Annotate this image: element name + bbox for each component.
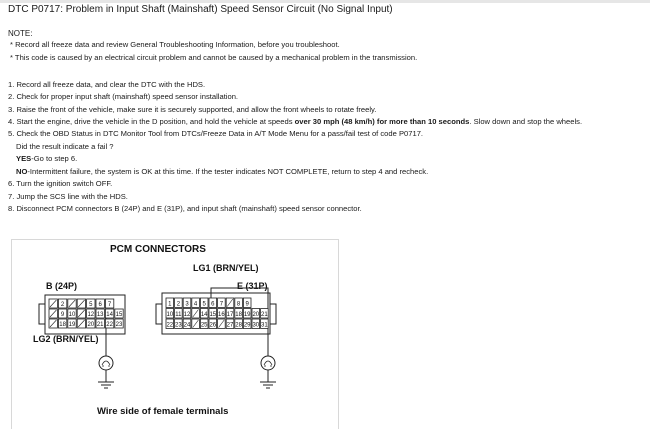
connector-e-latch: [156, 304, 162, 324]
yes-label: YES: [16, 154, 32, 163]
step-4-text: 4. Start the engine, drive the vehicle in the D position, and hold the vehicle at speeds: [8, 117, 295, 126]
answer-yes: [16, 154, 77, 164]
connector-b-latch: [39, 304, 45, 324]
question: Did the result indicate a fail ?: [16, 142, 114, 151]
connector-b-pin-number: 13: [96, 312, 104, 318]
connector-e-pin-number: 14: [200, 312, 208, 318]
connector-e-pin-number: 27: [226, 322, 234, 329]
connector-b-pin-number: 6: [98, 302, 102, 308]
no-text: -Intermittent failure, the system is OK at this time. If the tester indicates NOT COMPLETE, return to step 4 and recheck.: [27, 167, 429, 176]
connector-e-pin-number: 2: [176, 301, 181, 308]
connector-e-pins: [166, 298, 268, 329]
ground-right-icon: [260, 370, 276, 388]
connector-e-latch-right: [270, 304, 276, 324]
connector-b-pin-number: 10: [68, 312, 76, 318]
connector-e-pin-number: 16: [218, 312, 225, 318]
connector-b-pin-number: 23: [115, 322, 123, 328]
connector-b-pin-number: 20: [87, 322, 95, 328]
yes-text: -Go to step 6.: [31, 154, 78, 163]
connector-e-pin-number: 22: [166, 322, 174, 329]
connector-e-label: E (31P): [237, 281, 268, 291]
connector-e-pin-number: 31: [261, 322, 268, 329]
ohm-symbol-right: [264, 361, 272, 366]
connector-e-pin-number: 4: [193, 301, 198, 308]
ohmmeter-probe-right-icon: [261, 356, 275, 370]
ground-left-icon: [98, 370, 114, 388]
connector-e-pin-number: 29: [243, 322, 251, 329]
connector-e-pin-number: 6: [211, 301, 215, 308]
connector-e-pin-number: 23: [175, 322, 182, 329]
connector-b-pin-number: 15: [115, 312, 123, 318]
connector-b-pins: [49, 299, 123, 328]
connector-b-pin-number: 18: [59, 322, 66, 328]
connector-e-pin-number: 1: [168, 301, 172, 308]
connector-b-pin-number: 14: [106, 312, 113, 318]
connector-e-pin-number: 8: [236, 301, 241, 308]
pcm-connectors-figure: [11, 239, 339, 429]
step-4: [8, 117, 582, 127]
connector-e-pin-number: 30: [252, 322, 260, 329]
connector-e-pin-number: 24: [183, 322, 191, 329]
connector-e-pin-number: 26: [209, 322, 217, 329]
step-2: 2. Check for proper input shaft (mainshaft) speed sensor installation.: [8, 92, 239, 101]
ohm-symbol-left: [102, 361, 110, 366]
connector-e-pin-number: 28: [235, 322, 242, 329]
step-4-end: . Slow down and stop the wheels.: [469, 117, 583, 126]
answer-no: [16, 167, 428, 177]
connector-b-pin-number: 21: [96, 322, 104, 328]
connector-e-pin-number: 21: [261, 312, 268, 318]
step-4-bold: over 30 mph (48 km/h) for more than 10 seconds: [294, 117, 470, 126]
connector-e-pin-number: 12: [183, 312, 191, 318]
connector-b-pin-number: 5: [89, 302, 93, 308]
connector-e-pin-number: 7: [219, 301, 224, 308]
figure-caption: Wire side of female terminals: [97, 406, 229, 417]
connector-b-pin-number: 12: [87, 312, 95, 318]
lg2-label: LG2 (BRN/YEL): [33, 334, 99, 344]
connector-e-pin-number: 17: [226, 312, 234, 318]
step-8: 8. Disconnect PCM connectors B (24P) and E (31P), and input shaft (mainshaft) speed sensor connector.: [8, 204, 362, 213]
connector-e-pin-number: 10: [166, 312, 174, 318]
connector-b-label: B (24P): [46, 281, 78, 291]
figure-heading: PCM CONNECTORS: [110, 244, 206, 255]
step-6: 6. Turn the ignition switch OFF.: [8, 179, 113, 188]
page-title: DTC P0717: Problem in Input Shaft (Mainshaft) Speed Sensor Circuit (No Signal Input): [8, 4, 393, 15]
step-3: 3. Raise the front of the vehicle, make sure it is securely supported, and allow the front wheels to rotate freely.: [8, 105, 377, 114]
connector-b-pin-number: 2: [60, 302, 65, 308]
connector-e-pin-number: 15: [209, 312, 217, 318]
connector-b-pin-number: 7: [107, 302, 112, 308]
note-heading: NOTE:: [8, 29, 33, 38]
note-line-2: * This code is caused by an electrical circuit problem and cannot be caused by a mechanical problem in the transmission.: [10, 53, 418, 62]
step-1: 1. Record all freeze data, and clear the DTC with the HDS.: [8, 80, 206, 89]
connector-e-pin-number: 18: [235, 312, 242, 318]
lg1-label: LG1 (BRN/YEL): [193, 263, 259, 273]
connector-b-pin-number: 22: [106, 322, 113, 328]
step-7: 7. Jump the SCS line with the HDS.: [8, 192, 128, 201]
step-5: 5. Check the OBD Status in DTC Monitor Tool from DTCs/Freeze Data in A/T Mode Menu for a pass/fail test of code P0717.: [8, 129, 424, 138]
note-line-1: * Record all freeze data and review General Troubleshooting Information, before you troubleshoot.: [10, 40, 340, 49]
connector-e-pin-number: 5: [202, 301, 206, 308]
no-label: NO: [16, 167, 28, 176]
connector-e-pin-number: 3: [185, 301, 189, 308]
connector-e-pin-number: 20: [252, 312, 260, 318]
connector-diagram: [12, 240, 338, 429]
ohmmeter-probe-left-icon: [99, 356, 113, 370]
connector-e-pin-number: 19: [243, 312, 251, 318]
top-border: [0, 0, 650, 3]
connector-b-pin-number: 19: [68, 322, 76, 328]
connector-e-pin-number: 25: [200, 322, 208, 329]
connector-e-pin-number: 11: [175, 312, 182, 318]
connector-e-pin-number: 9: [245, 301, 249, 308]
connector-b-pin-number: 9: [60, 312, 65, 318]
